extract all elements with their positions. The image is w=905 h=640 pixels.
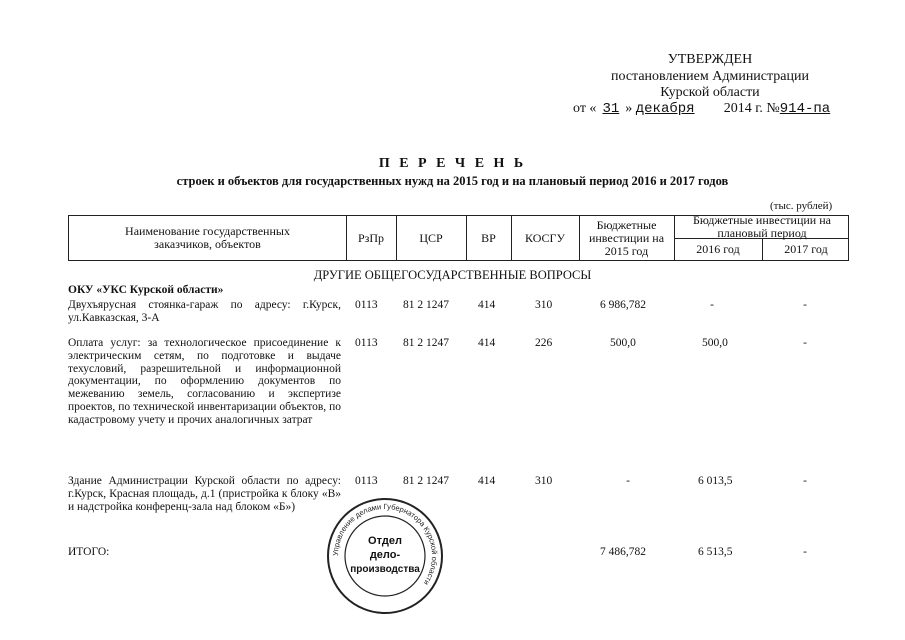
header-vr: ВР bbox=[481, 230, 496, 245]
doc-title: П Е Р Е Ч Е Н Ь bbox=[378, 156, 527, 171]
date-mid: » bbox=[625, 101, 633, 116]
row-csr: 81 2 1247 bbox=[403, 299, 449, 311]
office-stamp bbox=[325, 496, 445, 616]
row-kosgu: 310 bbox=[535, 299, 553, 311]
stamp-line-1: Отдел bbox=[368, 535, 402, 547]
row-name: Двухъярусная стоянка-гараж по адресу: г.Курск, ул.Кавказская, 3-А bbox=[68, 299, 341, 324]
header-rzpr: РзПр bbox=[357, 230, 385, 245]
approval-heading: УТВЕРЖДЕН bbox=[667, 52, 753, 67]
row-kosgu: 226 bbox=[535, 337, 553, 349]
row-2016: 6 013,5 bbox=[698, 475, 733, 487]
row-2015: 500,0 bbox=[610, 337, 636, 349]
stamp-line-3: производства bbox=[350, 564, 420, 575]
stamp-ring-text: Управление делами Губернатора Курской области bbox=[330, 501, 440, 587]
row-2017: - bbox=[803, 299, 807, 311]
header-name: Наименование государственных заказчиков, объектов bbox=[125, 224, 290, 251]
date-prefix: от « bbox=[573, 101, 597, 116]
header-2016: 2016 год bbox=[696, 242, 740, 256]
row-2015: - bbox=[626, 475, 630, 487]
organization-name: ОКУ «УКС Курской области» bbox=[68, 284, 224, 296]
approval-date-line bbox=[573, 101, 830, 117]
stamp-line-2: дело- bbox=[369, 549, 401, 561]
row-name: Здание Администрации Курской области по адресу: г.Курск, Красная площадь, д.1 (пристройка к блоку «В» и надстройка конференц-зала над блоком «Б») bbox=[68, 475, 341, 513]
row-2017: - bbox=[803, 475, 807, 487]
row-2015: 6 986,782 bbox=[600, 299, 646, 311]
row-csr: 81 2 1247 bbox=[403, 337, 449, 349]
date-day: 31 bbox=[602, 101, 620, 117]
row-name: Оплата услуг: за технологическое присоединение к электрическим сетям, по подготовке и выдаче техусловий, разрешительной и информационной документации, по оформлению документов по межеванию земель, согласованию и экспертизе проектов, по технической инвентаризации объектов, по кадастровому учету и прочих аналогичных затрат bbox=[68, 337, 341, 426]
row-rzpr: 0113 bbox=[355, 337, 378, 349]
total-2015: 7 486,782 bbox=[600, 546, 646, 558]
row-kosgu: 310 bbox=[535, 475, 553, 487]
doc-subtitle: строек и объектов для государственных нужд на 2015 год и на плановый период 2016 и 2017 годов bbox=[176, 174, 729, 188]
row-vr: 414 bbox=[478, 299, 496, 311]
header-2017: 2017 год bbox=[784, 242, 828, 256]
row-vr: 414 bbox=[478, 475, 496, 487]
total-2016: 6 513,5 bbox=[698, 546, 733, 558]
approval-line-1: постановлением Администрации bbox=[611, 69, 809, 84]
date-year: 2014 г. № bbox=[723, 101, 780, 116]
total-2017: - bbox=[803, 546, 807, 558]
row-2016: - bbox=[710, 299, 714, 311]
row-rzpr: 0113 bbox=[355, 299, 378, 311]
header-kosgu: КОСГУ bbox=[525, 230, 565, 245]
total-label: ИТОГО: bbox=[68, 546, 110, 558]
approval-line-2: Курской области bbox=[660, 85, 760, 100]
row-vr: 414 bbox=[478, 337, 496, 349]
section-title: ДРУГИЕ ОБЩЕГОСУДАРСТВЕННЫЕ ВОПРОСЫ bbox=[313, 268, 592, 282]
table-header bbox=[68, 215, 849, 261]
header-invest-2015: Бюджетные инвестиции на 2015 год bbox=[588, 217, 665, 258]
row-2016: 500,0 bbox=[702, 337, 728, 349]
row-rzpr: 0113 bbox=[355, 475, 378, 487]
doc-number: 914-па bbox=[779, 101, 831, 117]
header-csr: ЦСР bbox=[419, 230, 443, 245]
row-csr: 81 2 1247 bbox=[403, 475, 449, 487]
date-month: декабря bbox=[635, 101, 695, 117]
header-invest-planned: Бюджетные инвестиции на плановый период bbox=[693, 213, 831, 240]
row-2017: - bbox=[803, 337, 807, 349]
units-label: (тыс. рублей) bbox=[770, 200, 833, 212]
